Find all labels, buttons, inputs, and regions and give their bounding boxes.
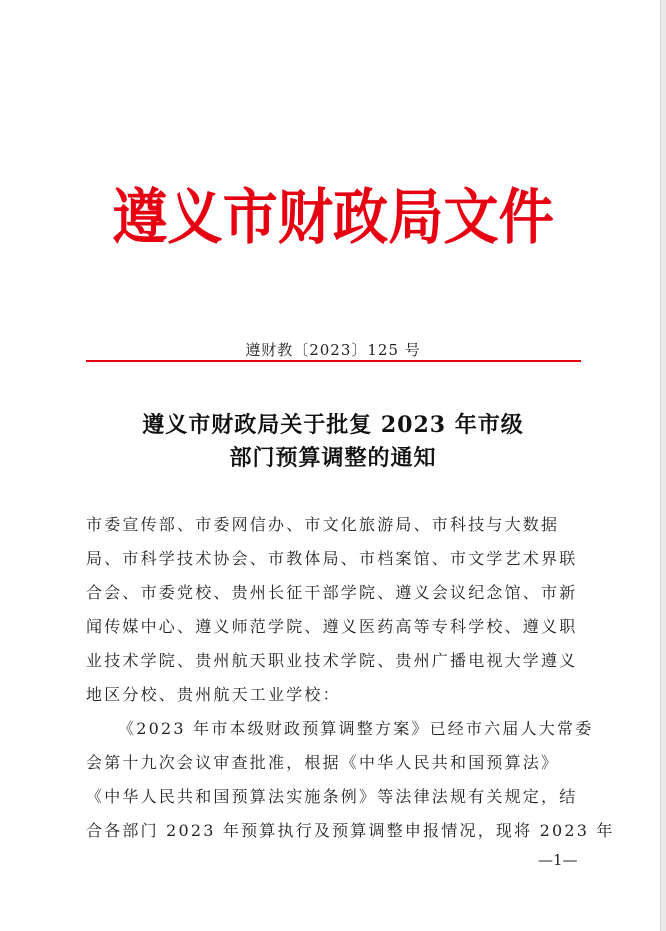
- notice-title-line-1: 遵义市财政局关于批复 2023 年市级: [142, 412, 524, 438]
- recipients-line: 业技术学院、贵州航天职业技术学院、贵州广播电视大学遵义: [86, 651, 578, 670]
- red-divider: [86, 360, 581, 362]
- paragraph-line: 《2023 年市本级财政预算调整方案》已经市六届人大常委: [118, 719, 594, 738]
- issuer-title: 遵义市财政局文件: [112, 183, 554, 253]
- notice-title-line-2: 部门预算调整的通知: [229, 445, 437, 471]
- body-text: [86, 508, 615, 848]
- document-number: 遵财教〔2023〕125 号: [245, 341, 421, 359]
- recipients-line: 闻传媒中心、遵义师范学院、遵义医药高等专科学校、遵义职: [86, 617, 578, 636]
- recipients-paragraph: [86, 508, 584, 712]
- body-paragraph: [86, 712, 615, 848]
- recipients-line: 合会、市委党校、贵州长征干部学院、遵义会议纪念馆、市新: [86, 583, 578, 602]
- recipients-line: 市委宣传部、市委网信办、市文化旅游局、市科技与大数据: [86, 515, 560, 534]
- recipients-line: 局、市科学技术协会、市教体局、市档案馆、市文学艺术界联: [86, 549, 578, 568]
- paragraph-line: 会第十九次会议审查批准，根据《中华人民共和国预算法》: [86, 753, 560, 772]
- paragraph-line: 合各部门 2023 年预算执行及预算调整申报情况，现将 2023 年: [86, 821, 615, 840]
- paragraph-line: 《中华人民共和国预算法实施条例》等法律法规有关规定，结: [86, 787, 578, 806]
- page-number: —1—: [538, 851, 578, 869]
- recipients-line: 地区分校、贵州航天工业学校：: [86, 685, 341, 704]
